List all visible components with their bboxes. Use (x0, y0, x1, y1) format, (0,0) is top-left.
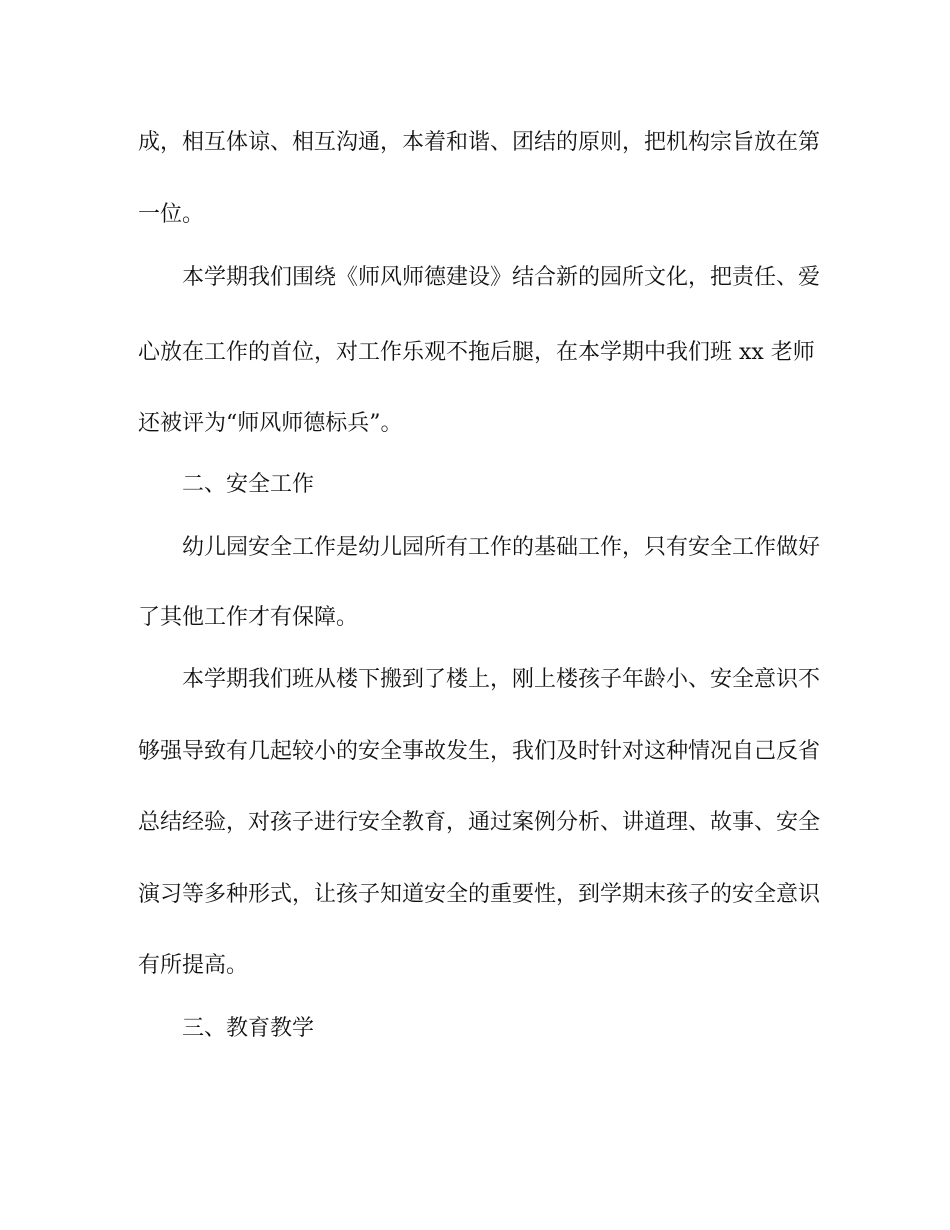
paragraph-line: 够强导致有几起较小的安全事故发生，我们及时针对这种情况自己反省 (138, 739, 821, 764)
paragraph-line: 本学期我们班从楼下搬到了楼上，刚上楼孩子年龄小、安全意识不 (182, 667, 821, 692)
paragraph-line: 还被评为“师风师德标兵”。 (138, 411, 403, 436)
paragraph-line: 成，相互体谅、相互沟通，本着和谐、团结的原则，把机构宗旨放在第 (138, 130, 821, 155)
paragraph-line: 有所提高。 (138, 953, 249, 978)
paragraph-line: 总结经验，对孩子进行安全教育，通过案例分析、讲道理、故事、安全 (138, 810, 821, 835)
paragraph-line: 本学期我们围绕《师风师德建设》结合新的园所文化，把责任、爱 (182, 265, 821, 290)
paragraph-line: 演习等多种形式，让孩子知道安全的重要性，到学期末孩子的安全意识 (138, 882, 821, 907)
paragraph-line: 了其他工作才有保障。 (138, 605, 359, 630)
paragraph-line: 心放在工作的首位，对工作乐观不拖后腿，在本学期中我们班 xx 老师 (138, 340, 815, 365)
paragraph-line: 一位。 (138, 202, 205, 227)
section-heading: 三、教育教学 (182, 1016, 315, 1041)
section-heading: 二、安全工作 (182, 472, 315, 497)
paragraph-line: 幼儿园安全工作是幼儿园所有工作的基础工作，只有安全工作做好 (182, 535, 821, 560)
